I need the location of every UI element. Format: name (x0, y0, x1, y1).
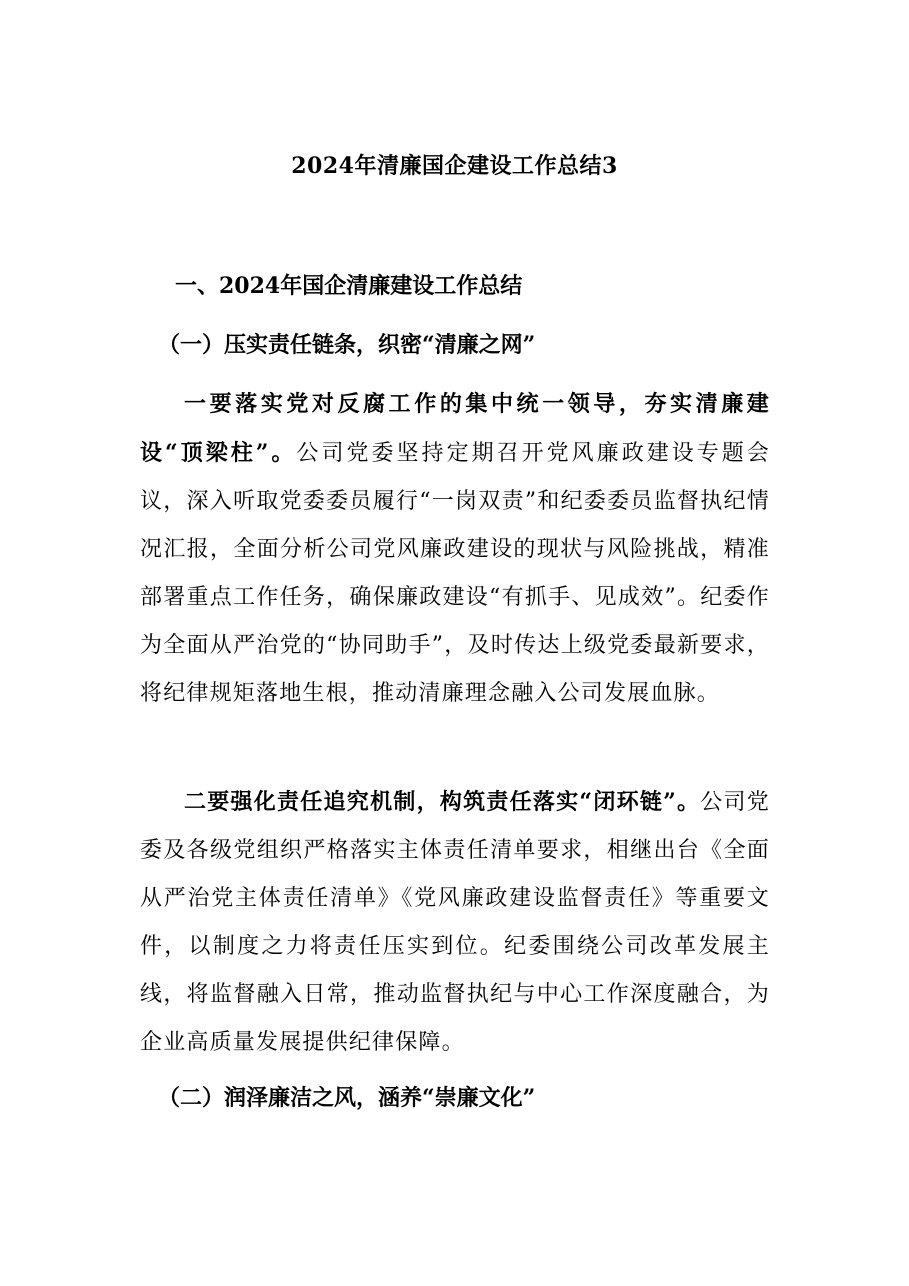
subsection-heading-1: （一）压实责任链条，织密“清廉之网” (158, 332, 536, 358)
paragraph-1-body: 公司党委坚持定期召开党风廉政建设专题会议，深入听取党委委员履行“一岗双责”和纪委委员监督执纪情况汇报，全面分析公司党风廉政建设的现状与风险挑战，精准部署重点工作任务，确保廉政建设“有抓手、见成效”。纪委作为全面从严治党的“协同助手”，及时传达上级党委最新要求，将纪律规矩落地生根，推动清廉理念融入公司发展血脉。 (140, 441, 770, 706)
paragraph-1-lead: 一要落实党对反腐工作的集中统一领导，夯实清廉建设“顶梁柱”。 (140, 391, 770, 466)
document-title: 2024年清廉国企建设工作总结3 (291, 153, 618, 179)
section-heading-1: 一、2024年国企清廉建设工作总结 (175, 273, 523, 299)
paragraph-2 (140, 778, 770, 1067)
paragraph-1 (140, 380, 770, 718)
subsection-heading-2: （二）润泽廉洁之风，涵养“崇廉文化” (158, 1085, 536, 1111)
paragraph-2-lead: 二要强化责任追究机制，构筑责任落实“闭环链”。 (184, 789, 701, 815)
paragraph-2-body: 公司党委及各级党组织严格落实主体责任清单要求，相继出台《全面从严治党主体责任清单》《党风廉政建设监督责任》等重要文件，以制度之力将责任压实到位。纪委围绕公司改革发展主线，将监督融入日常，推动监督执纪与中心工作深度融合，为企业高质量发展提供纪律保障。 (140, 790, 770, 1055)
